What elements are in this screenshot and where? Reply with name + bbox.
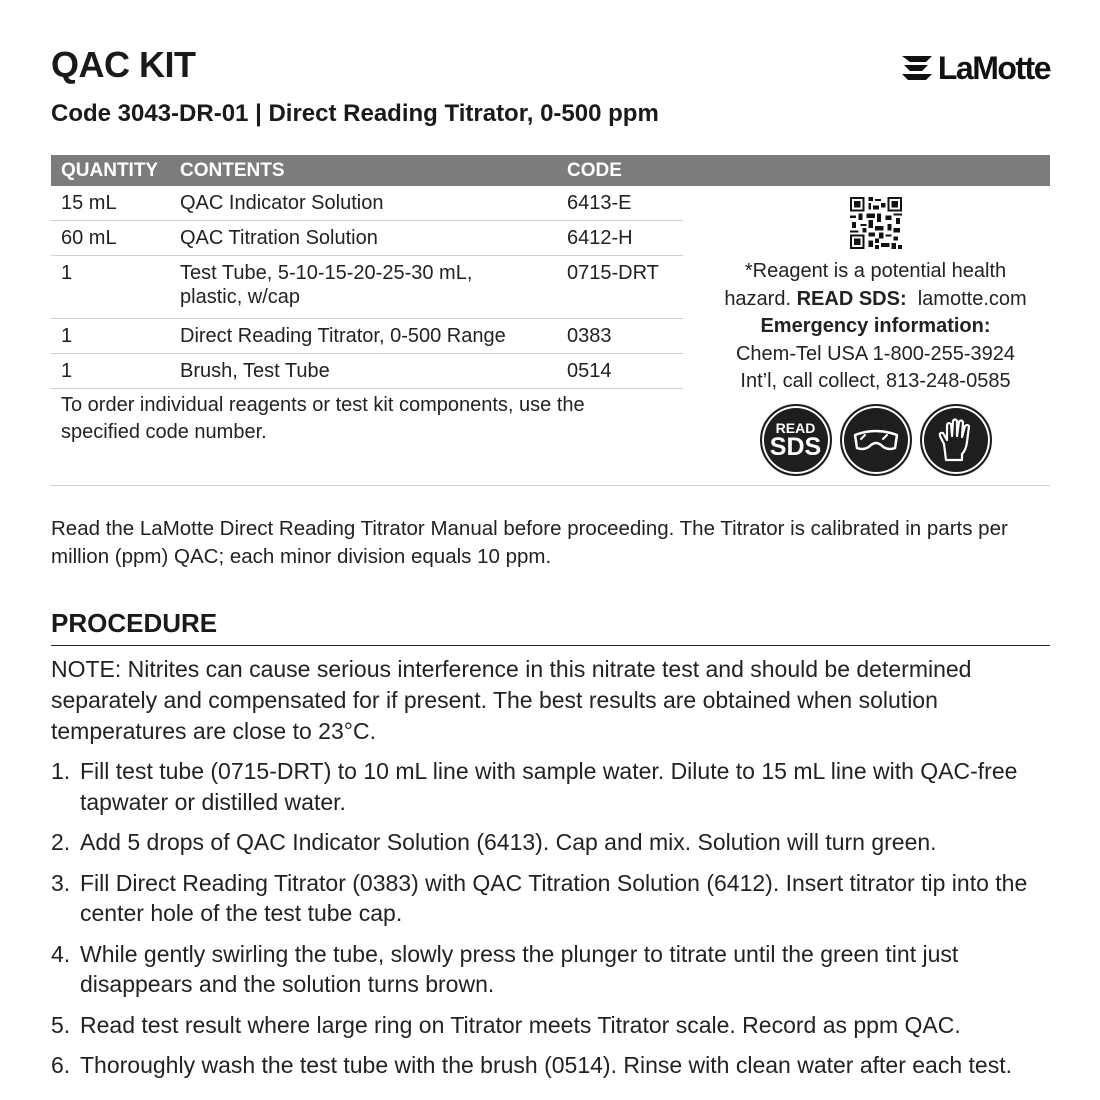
procedure-steps (51, 756, 1050, 1091)
cell-code: 6412-H (567, 227, 633, 249)
table-body (51, 186, 683, 389)
hazard-line: *Reagent is a potential health (744, 260, 1007, 282)
step-number: 5. (51, 1011, 71, 1038)
cell-code: 0514 (567, 360, 612, 382)
read-sds-line (701, 286, 1050, 314)
column-quantity: QUANTITY (61, 160, 159, 181)
cell-code: 0715-DRT (567, 262, 659, 284)
cell-contents: Direct Reading Titrator, 0-500 Range (180, 325, 506, 347)
step-number: 6. (51, 1052, 71, 1078)
page-title: QAC KIT (51, 44, 196, 85)
step-text: While gently swirling the tube, slowly press the plunger to titrate until the green tint just disappears and the solution turns brown. (80, 940, 959, 997)
document-page (51, 0, 1050, 1100)
section-divider (51, 485, 1050, 486)
cell-contents: Test Tube, 5-10-15-20-25-30 mL, plastic, w/cap (180, 262, 473, 308)
procedure-note: NOTE: Nitrites can cause serious interference in this nitrate test and should be determined separately and compensated for if present. The best results are obtained when solution temperatures are close to 23°C. (51, 656, 972, 744)
cell-quantity: 1 (61, 360, 73, 382)
goggles-glyph (851, 425, 901, 455)
step-text: Read test result where large ring on Titrator meets Titrator scale. Record as ppm QAC. (80, 1011, 961, 1038)
table-row (51, 186, 683, 221)
read-sds-label: READ SDS: (796, 287, 907, 310)
procedure-step (51, 827, 1050, 858)
hazard-label: hazard. (724, 287, 792, 310)
safety-icons (701, 404, 1050, 476)
cell-quantity: 60 mL (61, 227, 117, 249)
step-text: Thoroughly wash the test tube with the brush (0514). Rinse with clean water after each test. (80, 1052, 1012, 1078)
table-row (51, 256, 683, 319)
safety-text (701, 258, 1050, 396)
step-text: Fill test tube (0715-DRT) to 10 mL line with sample water. Dilute to 15 mL line with QAC-free tapwater or distilled water. (80, 758, 1018, 815)
emergency-phone-intl: Int’l, call collect, 813-248-0585 (740, 370, 1011, 392)
table-row (51, 221, 683, 256)
cell-quantity: 15 mL (61, 192, 117, 214)
step-number: 3. (51, 869, 71, 896)
procedure-step (51, 868, 1050, 929)
table-row (51, 319, 683, 354)
step-text: Fill Direct Reading Titrator (0383) with QAC Titration Solution (6412). Insert titrator tip into the center hole of the test tube cap. (80, 869, 1028, 926)
cell-quantity: 1 (61, 262, 73, 284)
table-header (51, 155, 1050, 186)
read-sds-icon (760, 404, 832, 476)
table-row (51, 354, 683, 389)
step-number: 1. (51, 758, 71, 784)
emergency-heading: Emergency information: (760, 315, 991, 337)
cell-quantity: 1 (61, 325, 73, 347)
intro-paragraph: Read the LaMotte Direct Reading Titrator Manual before proceeding. The Titrator is calibrated in parts per million (ppm) QAC; each minor division equals 10 ppm. (51, 517, 1008, 568)
cell-contents: Brush, Test Tube (180, 360, 330, 382)
sds-website: lamotte.com (917, 287, 1027, 310)
procedure-step (51, 939, 1050, 1000)
cell-contents: QAC Indicator Solution (180, 192, 384, 214)
cell-code: 6413-E (567, 192, 632, 214)
emergency-phone-usa: Chem-Tel USA 1-800-255-3924 (735, 342, 1016, 365)
read-sds-icon-top: READ (775, 419, 816, 436)
column-code: CODE (567, 160, 622, 181)
kit-code-subtitle: Code 3043-DR-01 | Direct Reading Titrator, 0-500 ppm (51, 100, 659, 127)
safety-panel (701, 193, 1050, 476)
procedure-step (51, 756, 1050, 817)
read-sds-icon-bottom: SDS (769, 432, 822, 461)
lamotte-logo-icon (900, 54, 934, 84)
step-number: 4. (51, 940, 71, 967)
step-number: 2. (51, 829, 71, 855)
goggles-icon (840, 404, 912, 476)
procedure-step (51, 1010, 1050, 1041)
logo-text: LaMotte (937, 50, 1050, 86)
cell-code: 0383 (567, 325, 612, 347)
cell-contents: QAC Titration Solution (180, 227, 378, 249)
step-text: Add 5 drops of QAC Indicator Solution (6413). Cap and mix. Solution will turn green. (80, 829, 937, 855)
qr-code-icon (850, 197, 902, 249)
glove-glyph (936, 416, 976, 464)
contents-table (51, 155, 1050, 461)
column-contents: CONTENTS (180, 160, 285, 181)
glove-icon (920, 404, 992, 476)
brand-logo (900, 50, 1050, 87)
procedure-step (51, 1050, 1050, 1081)
procedure-divider (51, 645, 1050, 646)
order-note: To order individual reagents or test kit components, use the specified code number. (61, 394, 585, 443)
procedure-heading: PROCEDURE (51, 608, 218, 638)
